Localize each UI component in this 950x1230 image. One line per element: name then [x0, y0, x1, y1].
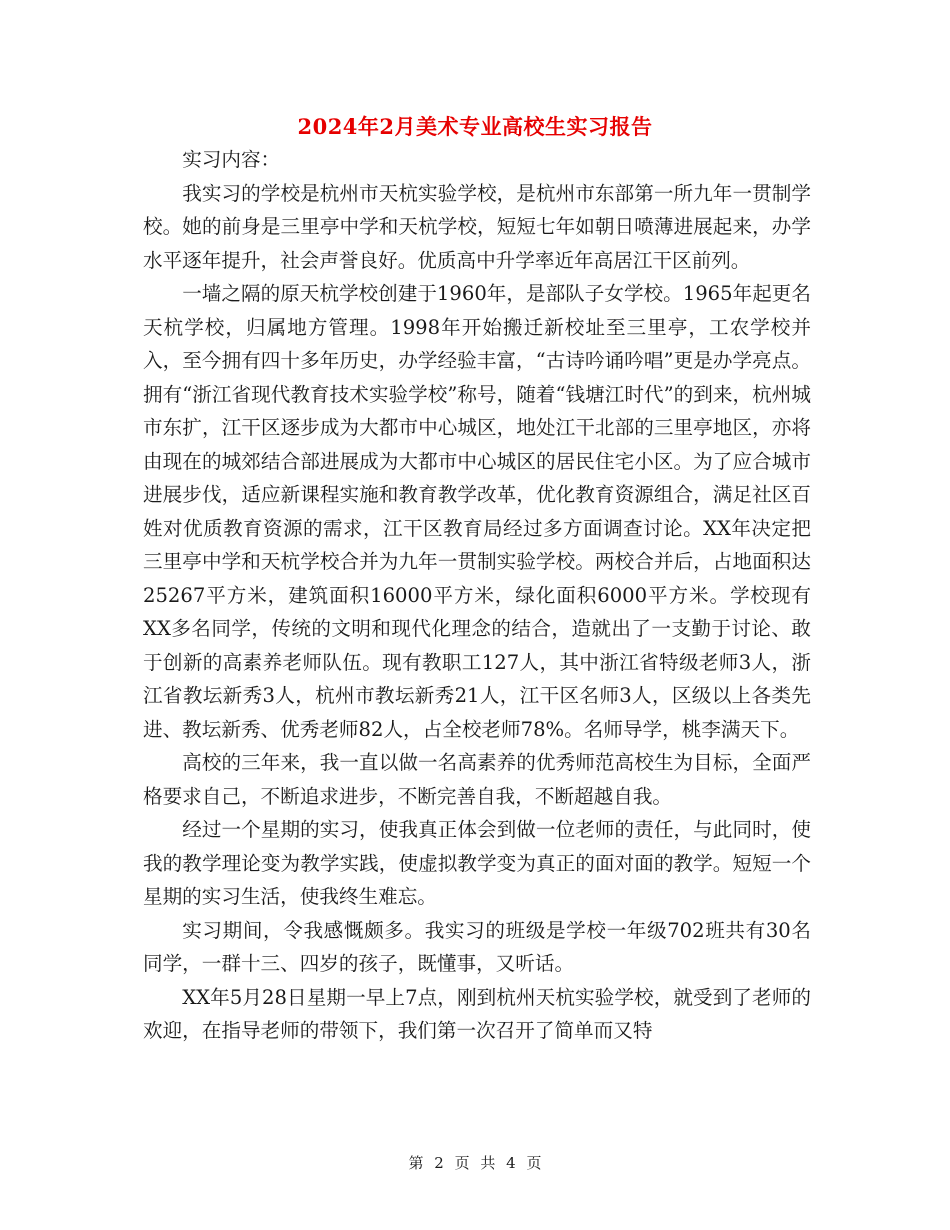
- paragraph-study-goals: 高校的三年来，我一直以做一名高素养的优秀师范高校生为目标，全面严格要求自己，不断追求进步，不断完善自我，不断超越自我。: [143, 751, 811, 808]
- paragraph-section-heading: 实习内容：: [182, 148, 281, 171]
- paragraph-internship-reflection: 经过一个星期的实习，使我真正体会到做一位老师的责任，与此同时，使我的教学理论变为教学实践，使虚拟教学变为真正的面对面的教学。短短一个星期的实习生活，使我终生难忘。: [143, 818, 811, 908]
- paragraph-school-intro: 我实习的学校是杭州市天杭实验学校，是杭州市东部第一所九年一贯制学校。她的前身是三里亭中学和天杭学校，短短七年如朝日喷薄进展起来，办学水平逐年提升，社会声誉良好。优质高中升学率近年高居江干区前列。: [143, 181, 811, 272]
- paragraph-school-history: 一墙之隔的原天杭学校创建于1960年，是部队子女学校。1965年起更名天杭学校，归属地方管理。1998年开始搬迁新校址至三里亭，工农学校并入，至今拥有四十多年历史，办学经验丰富，“古诗吟诵吟唱”更是办学亮点。拥有“浙江省现代教育技术实验学校”称号，随着“钱塘江时代”的到来，杭州城市东扩，江干区逐步成为大都市中心城区，地处江干北部的三里亭地区，亦将由现在的城郊结合部进展成为大都市中心城区的居民住宅小区。为了应合城市进展步伐，适应新课程实施和教育教学改革，优化教育资源组合，满足社区百姓对优质教育资源的需求，江干区教育局经过多方面调查讨论。XX年决定把三里亭中学和天杭学校合并为九年一贯制实验学校。两校合并后，占地面积达25267平方米，建筑面积16000平方米，绿化面积6000平方米。学校现有XX多名同学，传统的文明和现代化理念的结合，造就出了一支勤于讨论、敢于创新的高素养老师队伍。现有教职工127人，其中浙江省特级老师3人，浙江省教坛新秀3人，杭州市教坛新秀21人，江干区名师3人，区级以上各类先进、教坛新秀、优秀老师82人，占全校老师78%。名师导学，桃李满天下。: [143, 282, 811, 741]
- paragraph-first-day: XX年5月28日星期一早上7点，刚到杭州天杭实验学校，就受到了老师的欢迎，在指导老师的带领下，我们第一次召开了简单而又特: [143, 985, 811, 1042]
- paragraph-class-description: 实习期间，令我感慨颇多。我实习的班级是学校一年级702班共有30名同学，一群十三、四岁的孩子，既懂事，又听话。: [143, 918, 811, 975]
- document-body: [143, 143, 811, 1048]
- document-title: 2024年2月美术专业高校生实习报告: [297, 114, 653, 139]
- page-number-footer: 第 2 页 共 4 页: [408, 1154, 542, 1172]
